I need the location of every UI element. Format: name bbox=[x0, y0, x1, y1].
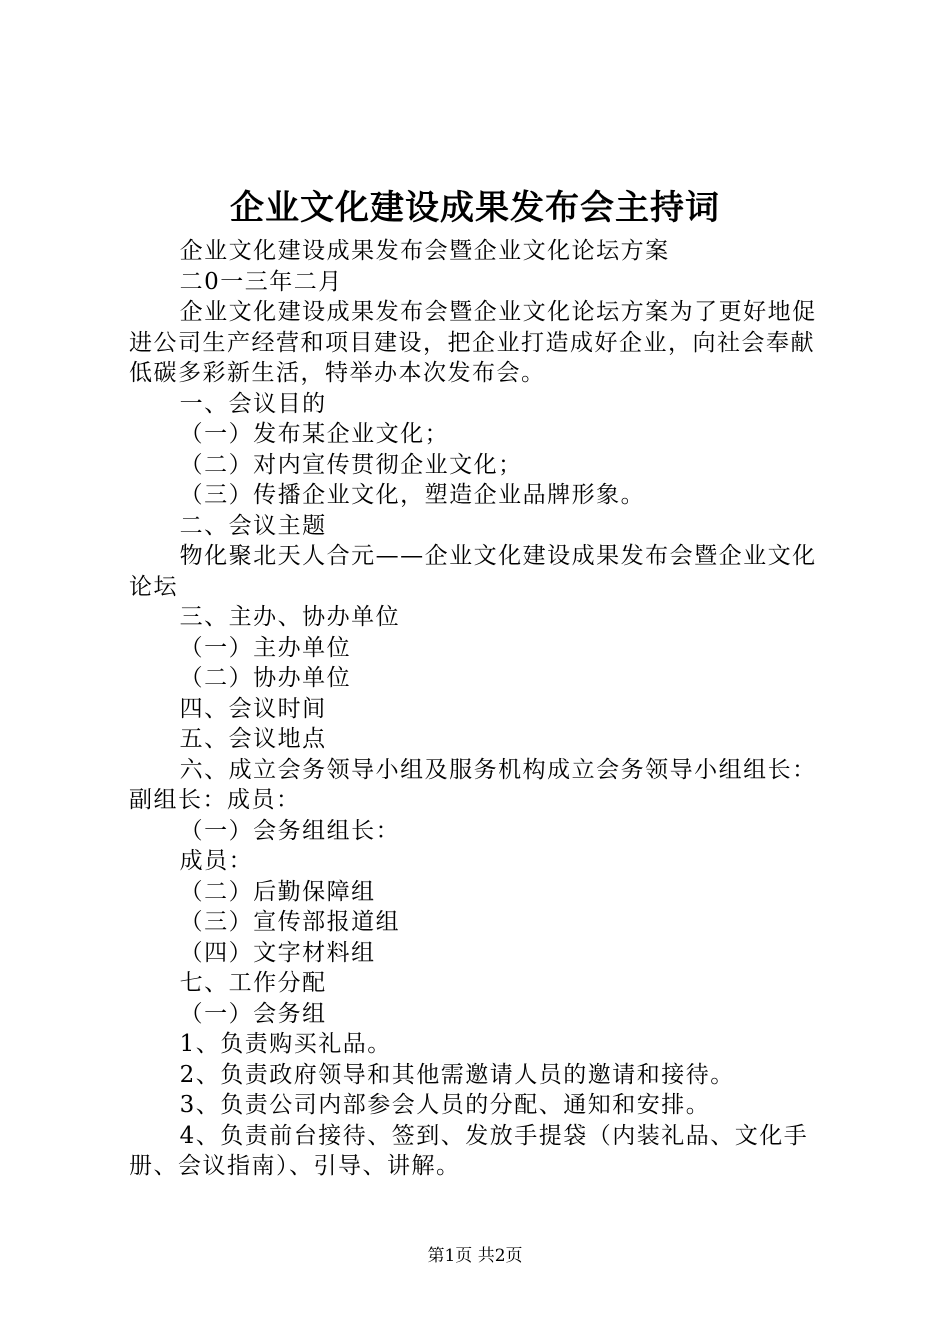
paragraph: （三）宣传部报道组 bbox=[179, 909, 401, 935]
paragraph: 五、会议地点 bbox=[179, 726, 327, 752]
paragraph: （三）传播企业文化，塑造企业品牌形象。 bbox=[179, 482, 646, 508]
paragraph: 2、负责政府领导和其他需邀请人员的邀请和接待。 bbox=[179, 1061, 735, 1088]
paragraph: 企业文化建设成果发布会暨企业文化论坛方案 bbox=[179, 238, 670, 264]
paragraph: （二）协办单位 bbox=[179, 665, 352, 691]
paragraph: （一）会务组组长： bbox=[179, 817, 401, 844]
paragraph: 4、负责前台接待、签到、发放手提袋（内装礼品、文化手册、会议指南）、引导、讲解。 bbox=[129, 1122, 809, 1179]
document-title: 企业文化建设成果发布会主持词 bbox=[230, 188, 720, 228]
paragraph: 二0一三年二月 bbox=[179, 268, 343, 295]
paragraph: 七、工作分配 bbox=[179, 970, 327, 996]
paragraph: 1、负责购买礼品。 bbox=[179, 1031, 392, 1057]
paragraph: 四、会议时间 bbox=[179, 695, 327, 722]
paragraph: 企业文化建设成果发布会暨企业文化论坛方案为了更好地促进公司生产经营和项目建设，把企业打造成好企业，向社会奉献低碳多彩新生活，特举办本次发布会。 bbox=[129, 299, 817, 386]
paragraph: （一）发布某企业文化； bbox=[179, 421, 450, 447]
paragraph: 物化聚北天人合元——企业文化建设成果发布会暨企业文化论坛 bbox=[129, 543, 817, 600]
paragraph: （一）主办单位 bbox=[179, 634, 352, 661]
paragraph: （二）后勤保障组 bbox=[179, 878, 376, 905]
paragraph: （四）文字材料组 bbox=[179, 939, 376, 966]
paragraph: 三、主办、协办单位 bbox=[179, 604, 401, 630]
document-body bbox=[129, 236, 839, 1182]
paragraph: （一）会务组 bbox=[179, 1000, 327, 1027]
paragraph: （二）对内宣传贯彻企业文化； bbox=[179, 451, 523, 478]
paragraph: 成员： bbox=[179, 848, 254, 874]
paragraph: 二、会议主题 bbox=[179, 512, 327, 539]
paragraph: 一、会议目的 bbox=[179, 390, 327, 417]
page-footer: 第1页 共2页 bbox=[427, 1246, 523, 1266]
paragraph: 六、成立会务领导小组及服务机构成立会务领导小组组长：副组长：成员： bbox=[129, 756, 817, 813]
paragraph: 3、负责公司内部参会人员的分配、通知和安排。 bbox=[179, 1092, 711, 1118]
